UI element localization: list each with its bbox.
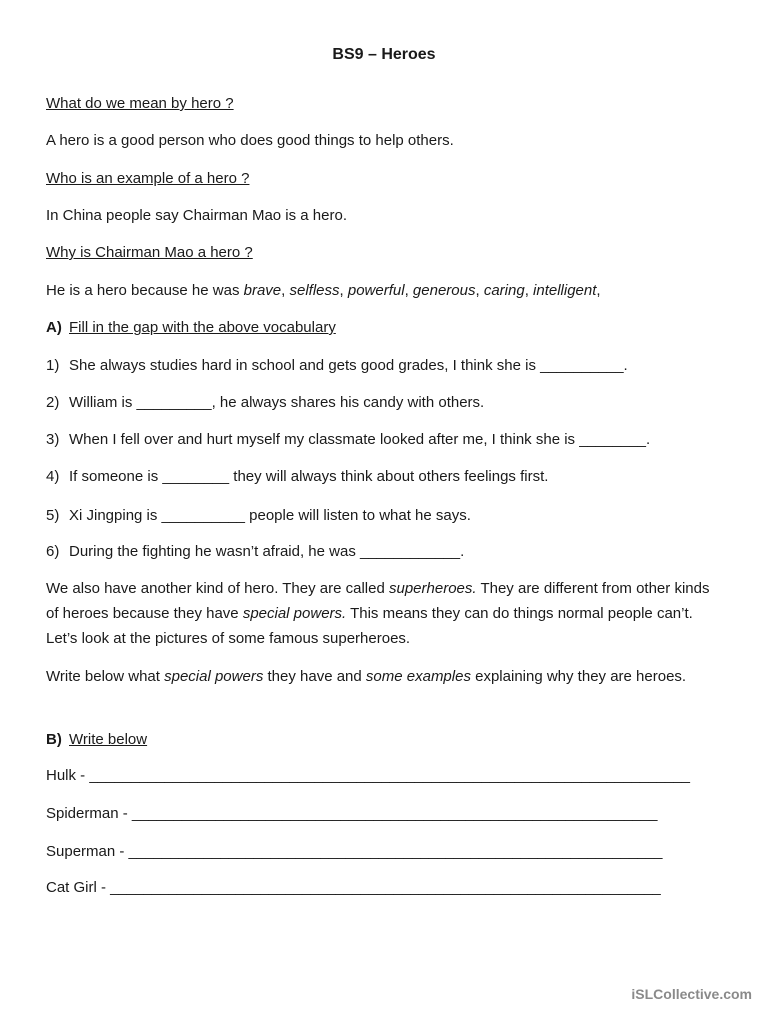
para-text: We also have another kind of hero. They are called: [46, 580, 389, 597]
para-emphasis: some examples: [365, 668, 471, 685]
item-text: She always studies hard in school and gets good grades, I think she is __________.: [69, 357, 628, 374]
item-text: When I fell over and hurt myself my classmate looked after me, I think she is ________.: [69, 431, 651, 448]
para-text: They are different from other kinds of heroes because they have: [46, 580, 710, 622]
write-line-superman: Superman - ________________________________________________________________: [46, 843, 663, 860]
section-b-title: Write below: [69, 731, 148, 748]
item-number: 1): [46, 357, 60, 374]
exercise-item: [46, 542, 464, 562]
para-text: Write below what: [46, 668, 165, 685]
item-text: During the fighting he wasn’t afraid, he was ____________.: [69, 543, 465, 560]
vocab-word: brave: [243, 282, 282, 299]
vocab-separator: ,: [339, 282, 348, 299]
vocab-word: intelligent: [533, 282, 597, 299]
vocab-separator: ,: [524, 282, 534, 299]
item-number: 3): [46, 431, 60, 448]
item-text: Xi Jingping is __________ people will listen to what he says.: [69, 507, 471, 524]
answer-prefix: He is a hero because he was: [46, 282, 244, 299]
vocab-separator: ,: [596, 282, 601, 299]
exercise-item: [46, 430, 650, 450]
answer-what-is-hero: A hero is a good person who does good things to help others.: [46, 132, 454, 149]
section-b-heading: [46, 730, 147, 750]
vocab-word: powerful: [347, 282, 405, 299]
exercise-item: [46, 356, 628, 376]
exercise-item: [46, 393, 484, 413]
para-text: they have and: [263, 668, 366, 685]
write-line-hulk: Hulk - ________________________________________________________________________: [46, 767, 690, 784]
question-what-is-hero: What do we mean by hero ?: [46, 95, 234, 112]
item-number: 2): [46, 394, 60, 411]
write-line-cat-girl: Cat Girl - __________________________________________________________________: [46, 879, 661, 896]
item-text: William is _________, he always shares his candy with others.: [69, 394, 485, 411]
exercise-item: [46, 467, 548, 487]
vocab-separator: ,: [404, 282, 413, 299]
exercise-item: [46, 506, 471, 526]
item-number: 5): [46, 507, 60, 524]
answer-hero-example: In China people say Chairman Mao is a hero.: [46, 207, 347, 224]
worksheet-title: BS9 – Heroes: [332, 46, 436, 63]
section-a-title: Fill in the gap with the above vocabulary: [69, 319, 336, 336]
item-number: 6): [46, 543, 60, 560]
vocab-word: generous: [412, 282, 476, 299]
question-why-hero: Why is Chairman Mao a hero ?: [46, 244, 253, 261]
superheroes-paragraph: [46, 576, 726, 651]
para-text: explaining why they are heroes.: [470, 668, 687, 685]
para-emphasis: special powers: [164, 668, 264, 685]
question-hero-example: Who is an example of a hero ?: [46, 170, 250, 187]
item-text: If someone is ________ they will always think about others feelings first.: [69, 468, 549, 485]
vocab-separator: ,: [475, 282, 484, 299]
section-a-label: A): [46, 319, 62, 336]
para-text: This means they can do things normal people can’t. Let’s look at the pictures of some famous superheroes.: [46, 605, 693, 647]
item-number: 4): [46, 468, 60, 485]
answer-why-hero: [46, 281, 601, 301]
vocab-separator: ,: [281, 282, 290, 299]
section-a-heading: [46, 318, 336, 338]
vocab-word: caring: [483, 282, 525, 299]
para-emphasis: superheroes.: [389, 580, 477, 597]
section-b-label: B): [46, 731, 62, 748]
write-line-spiderman: Spiderman - _______________________________________________________________: [46, 805, 658, 822]
instructions-paragraph: [46, 664, 726, 689]
para-emphasis: special powers.: [242, 605, 347, 622]
watermark: iSLCollective.com: [631, 986, 752, 1002]
vocab-word: selfless: [289, 282, 340, 299]
